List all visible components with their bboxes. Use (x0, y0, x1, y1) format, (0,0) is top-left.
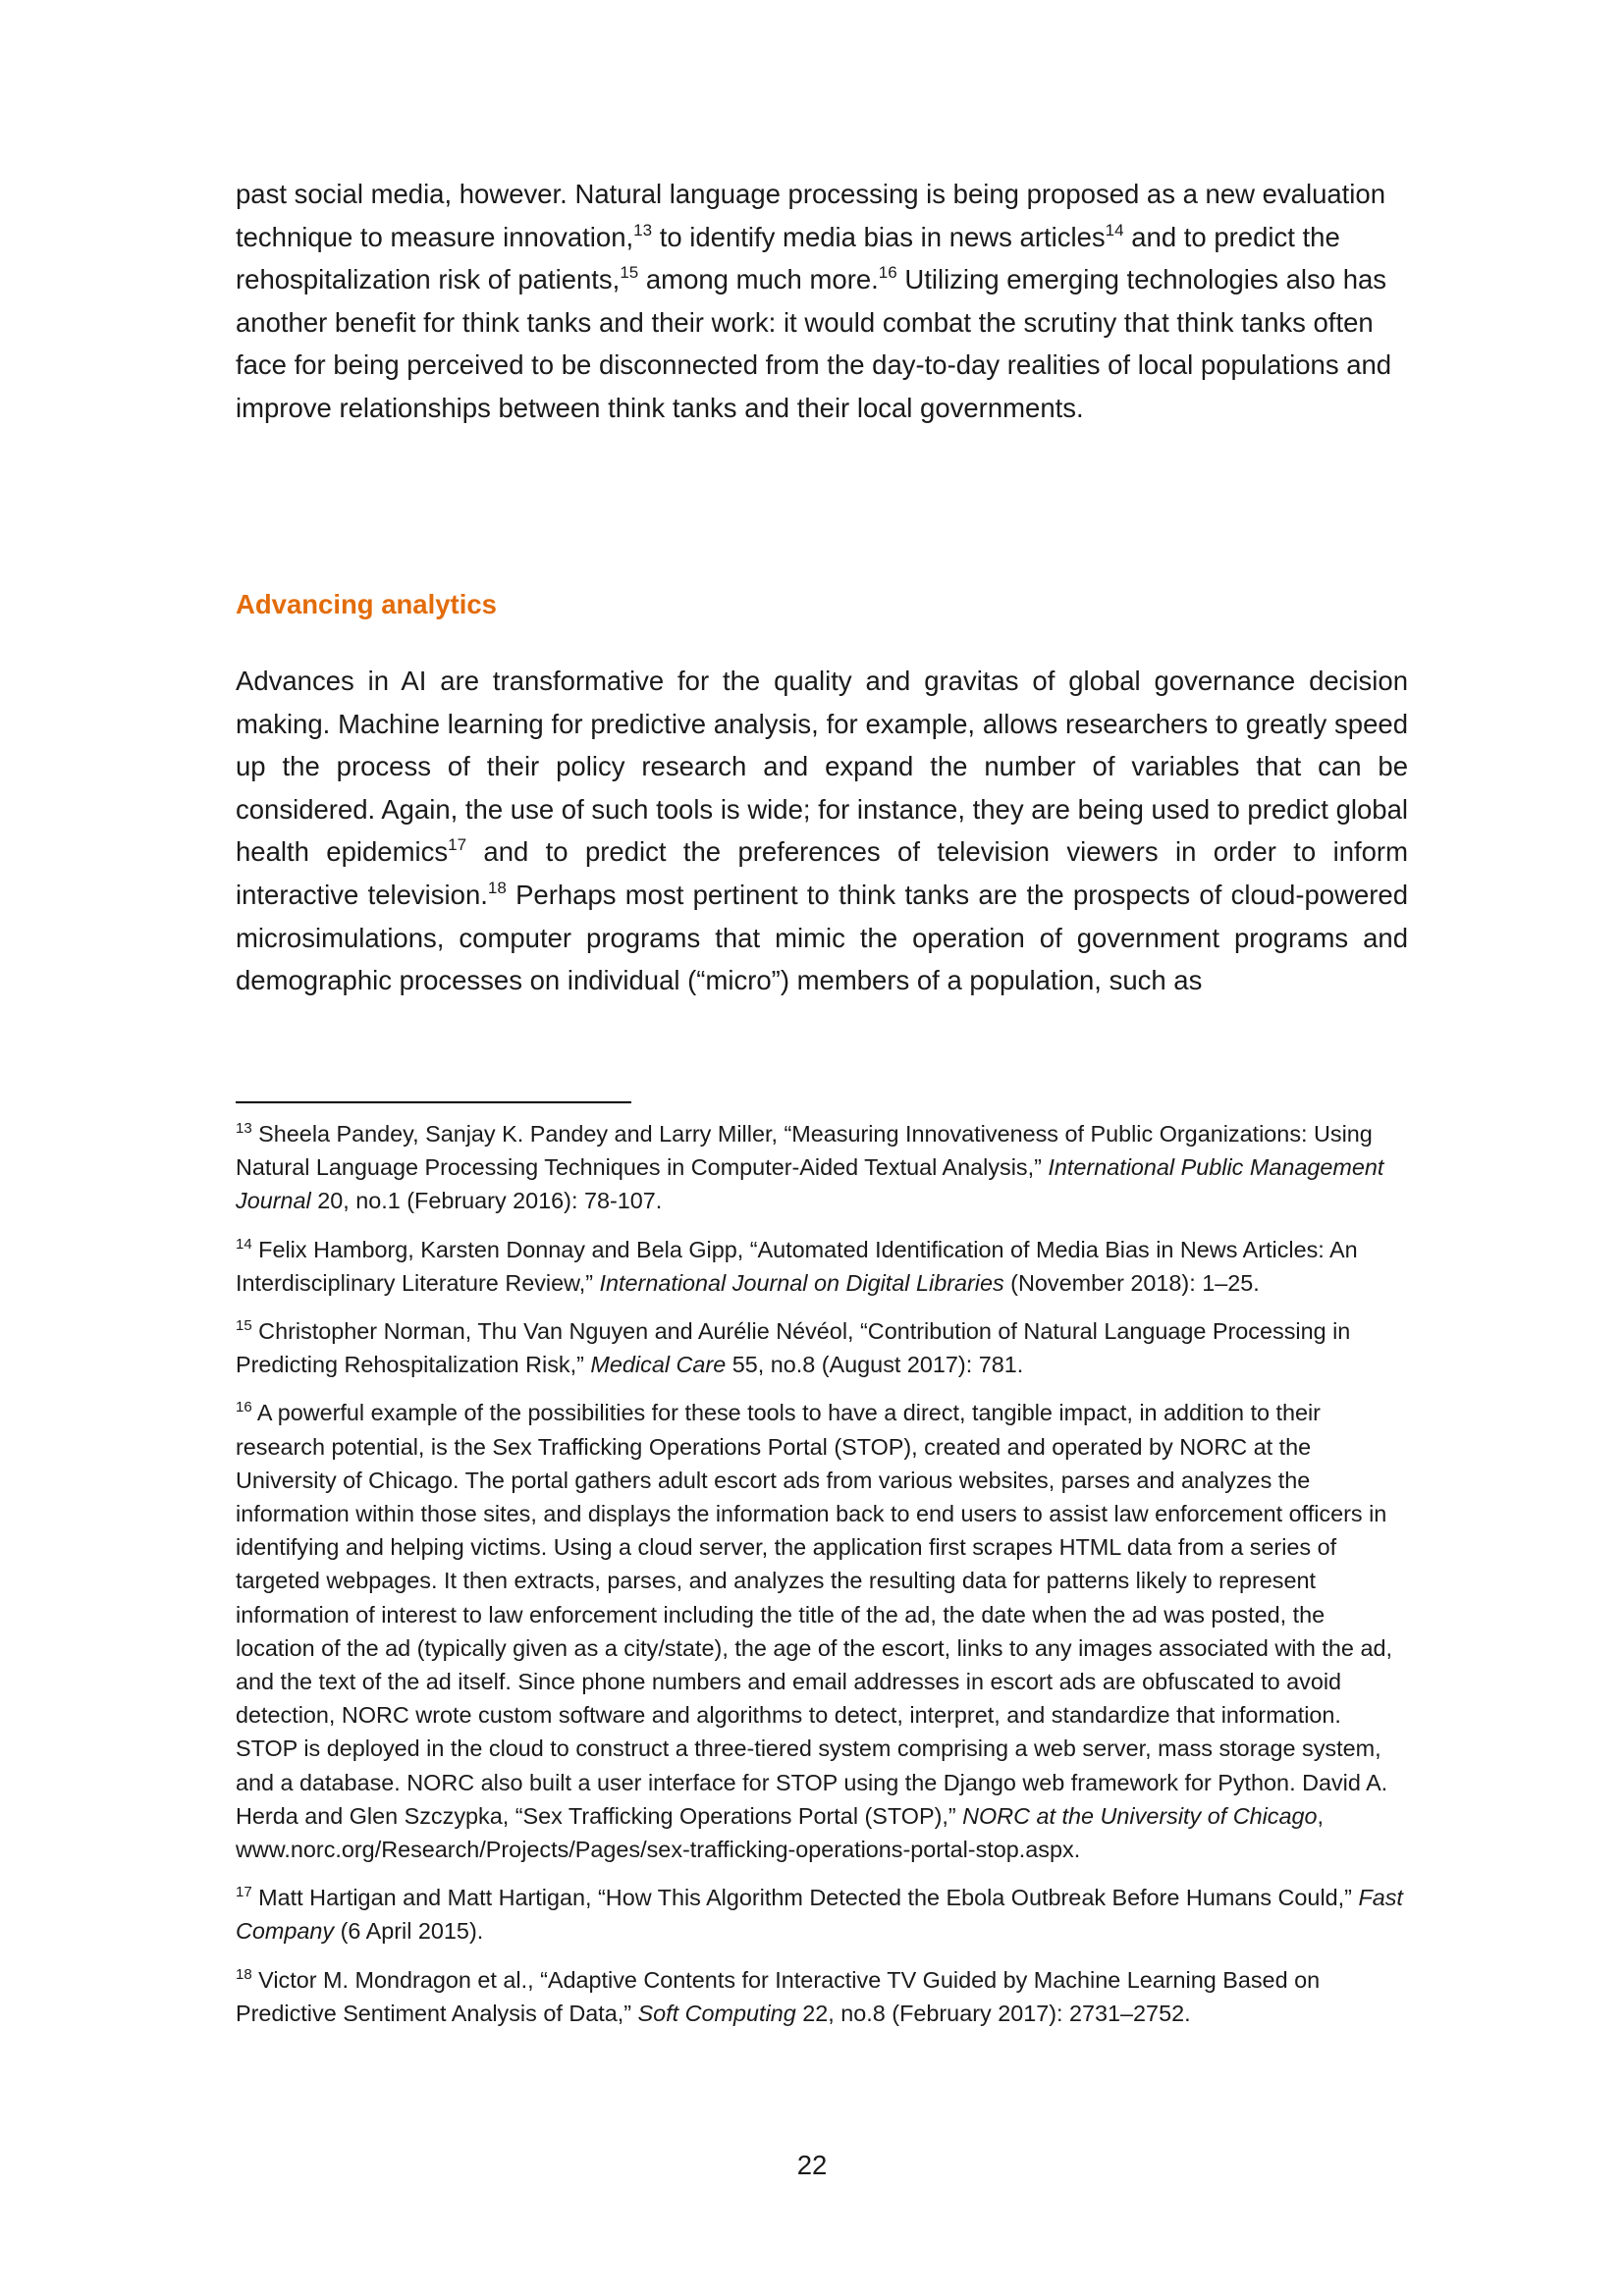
analytics-paragraph (236, 660, 1408, 1002)
footnote-text: Felix Hamborg, Karsten Donnay and Bela Gipp, “Automated Identification of Media Bias in News Articles: An Interdisciplinary Literature Review,” (236, 1236, 1358, 1296)
footnotes (236, 1117, 1408, 2045)
analytics-text-1: Advances in AI are transformative for the quality and gravitas of global governance decision making. Machine learning for predictive analysis, for example, allows researchers to greatly speed up the process of their policy research and expand the number of variables that can be considered. Again, the use of such tools is wide; for instance, they are being used to predict global health epidemics (236, 666, 1408, 868)
footnote-separator (236, 1101, 631, 1103)
intro-paragraph (236, 173, 1408, 430)
intro-text-4: among much more. (638, 264, 879, 295)
footnote-text-tail: 20, no.1 (February 2016): 78-107. (310, 1188, 663, 1214)
footnote-source-title: NORC at the University of Chicago (962, 1802, 1318, 1829)
footnote-ref-13[interactable]: 13 (633, 220, 653, 240)
footnote-ref-17[interactable]: 17 (448, 835, 467, 855)
footnote-ref-15[interactable]: 15 (620, 263, 639, 283)
footnote-number: 17 (236, 1884, 252, 1901)
analytics-text-3: Perhaps most pertinent to think tanks are the prospects of cloud-powered microsimulations, computer programs that mimic the operation of government programs and demographic processes on individual (“micro”) members of a population, such as (236, 879, 1409, 996)
footnote-number: 16 (236, 1399, 252, 1416)
footnote-text: Victor M. Mondragon et al., “Adaptive Contents for Interactive TV Guided by Machine Learning Based on Predictive Sentiment Analysis of Data,” (236, 1966, 1321, 2026)
footnote-number: 13 (236, 1120, 252, 1137)
footnote-source-title: Fast Company (236, 1885, 1403, 1945)
footnote-source-title: Medical Care (590, 1352, 727, 1378)
footnote-number: 15 (236, 1317, 252, 1335)
footnote-source-title: International Journal on Digital Libraries (599, 1269, 1004, 1296)
footnote-text-tail: 22, no.8 (February 2017): 2731–2752. (795, 2000, 1191, 2026)
footnote-ref-16[interactable]: 16 (878, 263, 897, 283)
footnote-14 (236, 1233, 1408, 1300)
footnote-number: 18 (236, 1965, 252, 1983)
footnote-text-tail: , www.norc.org/Research/Projects/Pages/sex-trafficking-operations-portal-stop.aspx. (236, 1802, 1325, 1863)
analytics-text-2: and to predict the preferences of television viewers in order to inform interactive television. (236, 836, 1408, 910)
page-number: 22 (796, 2150, 828, 2180)
intro-text-1: past social media, however. Natural language processing is being proposed as a new evaluation technique to measure innovation, (236, 179, 1386, 252)
footnote-text-tail: (6 April 2015). (334, 1918, 484, 1945)
footnote-text-tail: (November 2018): 1–25. (1003, 1269, 1260, 1296)
footnote-source-title: International Public Management Journal (236, 1154, 1384, 1214)
footnote-text: Sheela Pandey, Sanjay K. Pandey and Larry Miller, “Measuring Innovativeness of Public Organizations: Using Natural Language Processing Techniques in Computer-Aided Textual Analysis,” (236, 1121, 1373, 1181)
footnote-ref-18[interactable]: 18 (487, 878, 507, 897)
intro-text-5: Utilizing emerging technologies also has another benefit for think tanks and their work: it would combat the scrutiny that think tanks often face for being perceived to be disconnected from the day-to-day realities of local populations and improve relationships between think tanks and their local governments. (236, 264, 1392, 423)
footnote-ref-14[interactable]: 14 (1105, 220, 1124, 240)
footnote-text: A powerful example of the possibilities for these tools to have a direct, tangible impact, in addition to their research potential, is the Sex Trafficking Operations Portal (STOP), created and operated by NORC at the University of Chicago. The portal gathers adult escort ads from various websites, parses and analyzes the information within those sites, and displays the information back to end users to assist law enforcement officers in identifying and helping victims. Using a cloud server, the application first scrapes HTML data from a series of targeted webpages. It then extracts, parses, and analyzes the resulting data for patterns likely to represent information of interest to law enforcement including the title of the ad, the date when the ad was posted, the location of the ad (typically given as a city/state), the age of the escort, links to any images associated with the ad, and the text of the ad itself. Since phone numbers and email addresses in escort ads are obfuscated to avoid detection, NORC wrote custom software and algorithms to detect, interpret, and standardize that information. STOP is deployed in the cloud to construct a three-tiered system comprising a web server, mass storage system, and a database. NORC also built a user interface for STOP using the Django web framework for Python. David A. Herda and Glen Szczypka, “Sex Trafficking Operations Portal (STOP),” (236, 1400, 1392, 1829)
footnote-18 (236, 1963, 1408, 2030)
footnote-15 (236, 1314, 1408, 1381)
footnote-text: Matt Hartigan and Matt Hartigan, “How This Algorithm Detected the Ebola Outbreak Before Humans Could,” (251, 1885, 1359, 1911)
section-heading: Advancing analytics (236, 589, 497, 619)
footnote-13 (236, 1117, 1408, 1218)
footnote-text-tail: 55, no.8 (August 2017): 781. (726, 1352, 1024, 1378)
footnote-16 (236, 1396, 1408, 1866)
footnote-17 (236, 1881, 1408, 1948)
intro-text-2: to identify media bias in news articles (652, 221, 1106, 252)
footnote-number: 14 (236, 1235, 252, 1253)
footnote-text: Christopher Norman, Thu Van Nguyen and Aurélie Névéol, “Contribution of Natural Language Processing in Predicting Rehospitalization Risk,” (236, 1318, 1351, 1378)
intro-text-3: and to predict the rehospitalization risk of patients, (236, 221, 1340, 295)
footnote-source-title: Soft Computing (637, 2000, 796, 2026)
